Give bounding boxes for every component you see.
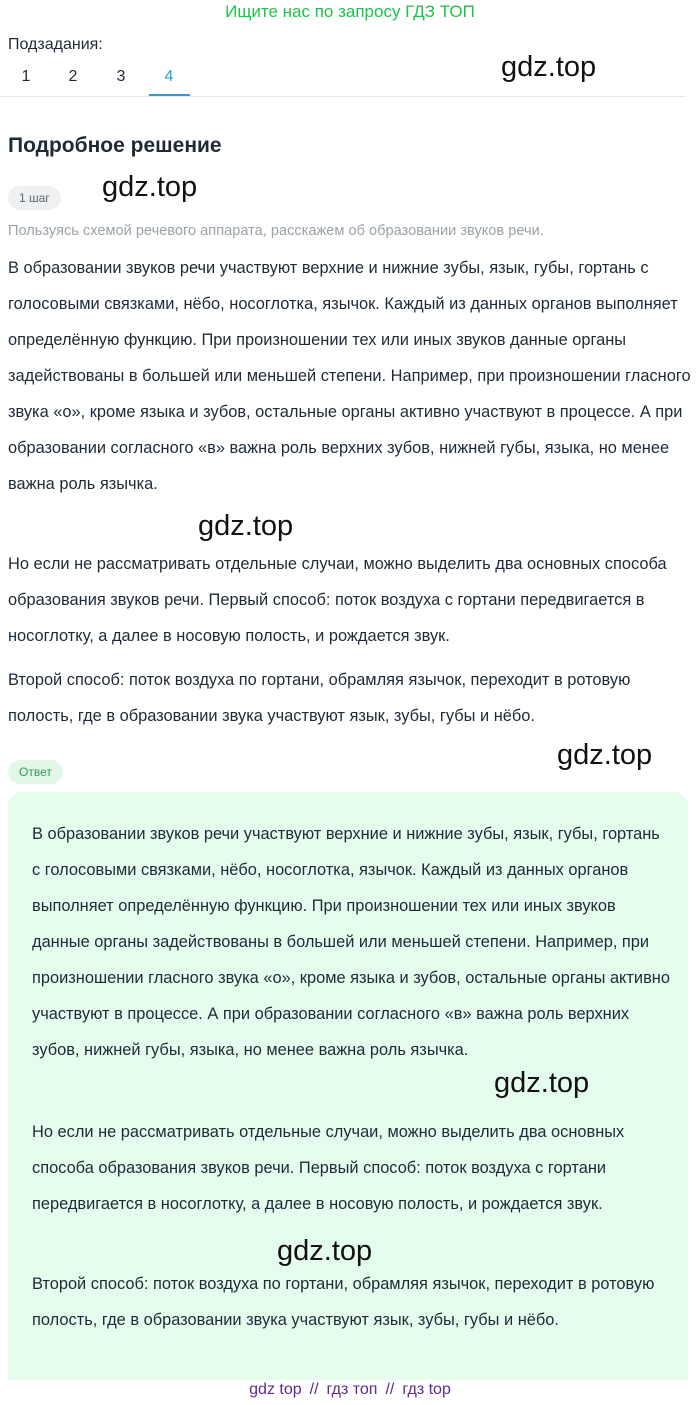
footer-link-gdz-top-mixed[interactable]: гдз top xyxy=(402,1381,451,1398)
watermark: gdz.top xyxy=(198,510,294,542)
watermark: gdz.top xyxy=(494,1067,590,1099)
solution-title: Подробное решение xyxy=(8,134,222,157)
solution-paragraph-2: Но если не рассматривать отдельные случаи, можно выделить два основных способа образования звуков речи. Первый способ: поток воздуха с гортани передвигается в носоглотку, а далее в носовую полость, и рождается звук. xyxy=(8,555,667,645)
subtask-tab-1[interactable]: 1 xyxy=(21,68,31,85)
footer-link-gdz-top-ru[interactable]: гдз топ xyxy=(326,1381,378,1398)
step-hint: Пользуясь схемой речевого аппарата, расскажем об образовании звуков речи. xyxy=(8,223,544,239)
solution-paragraph-3: Второй способ: поток воздуха по гортани, обрамляя язычок, переходит в ротовую полость, где в образовании звука участвуют язык, зубы, губы и нёбо. xyxy=(8,671,631,725)
footer-links xyxy=(0,1379,700,1401)
answer-badge: Ответ xyxy=(8,760,63,784)
watermark: gdz.top xyxy=(501,51,597,83)
step-badge: 1 шаг xyxy=(8,186,61,210)
search-banner: Ищите нас по запросу ГДЗ ТОП xyxy=(225,2,475,21)
subtask-tab-3[interactable]: 3 xyxy=(116,68,126,85)
watermark: gdz.top xyxy=(277,1235,373,1267)
footer-separator: // xyxy=(309,1381,319,1398)
watermark: gdz.top xyxy=(102,171,198,203)
footer-separator: // xyxy=(385,1381,395,1398)
subtask-tab-2[interactable]: 2 xyxy=(68,68,78,85)
subtask-tab-4[interactable]: 4 xyxy=(164,68,174,85)
answer-paragraph-1: В образовании звуков речи участвуют верхние и нижние зубы, язык, губы, гортань с голосовыми связками, нёбо, носоглотка, язычок. Каждый из данных органов выполняет определённую функцию. При произношении тех или иных звуков данные органы задействованы в большей или меньшей степени. Например, при произношении гласного звука «о», кроме языка и зубов, остальные органы активно участвуют в процессе. А при образовании согласного «в» важна роль верхних зубов, нижней губы, языка, но менее важна роль язычка. xyxy=(32,825,670,1059)
answer-paragraph-2: Но если не рассматривать отдельные случаи, можно выделить два основных способа образования звуков речи. Первый способ: поток воздуха с гортани передвигается в носоглотку, а далее в носовую полость, и рождается звук. xyxy=(32,1123,625,1213)
answer-paragraph-3: Второй способ: поток воздуха по гортани, обрамляя язычок, переходит в ротовую полость, где в образовании звука участвуют язык, зубы, губы и нёбо. xyxy=(32,1275,655,1329)
watermark: gdz.top xyxy=(557,739,653,771)
subtasks-label: Подзадания: xyxy=(8,36,103,53)
footer-link-gdz-top[interactable]: gdz top xyxy=(249,1381,302,1398)
active-tab-indicator xyxy=(149,94,190,96)
solution-paragraph-1: В образовании звуков речи участвуют верхние и нижние зубы, язык, губы, гортань с голосовыми связками, нёбо, носоглотка, язычок. Каждый из данных органов выполняет определённую функцию. При произношении тех или иных звуков данные органы задействованы в большей или меньшей степени. Например, при произношении гласного звука «о», кроме языка и зубов, остальные органы активно участвуют в процессе. А при образовании согласного «в» важна роль верхних зубов, нижней губы, языка, но менее важна роль язычка. xyxy=(8,259,691,493)
